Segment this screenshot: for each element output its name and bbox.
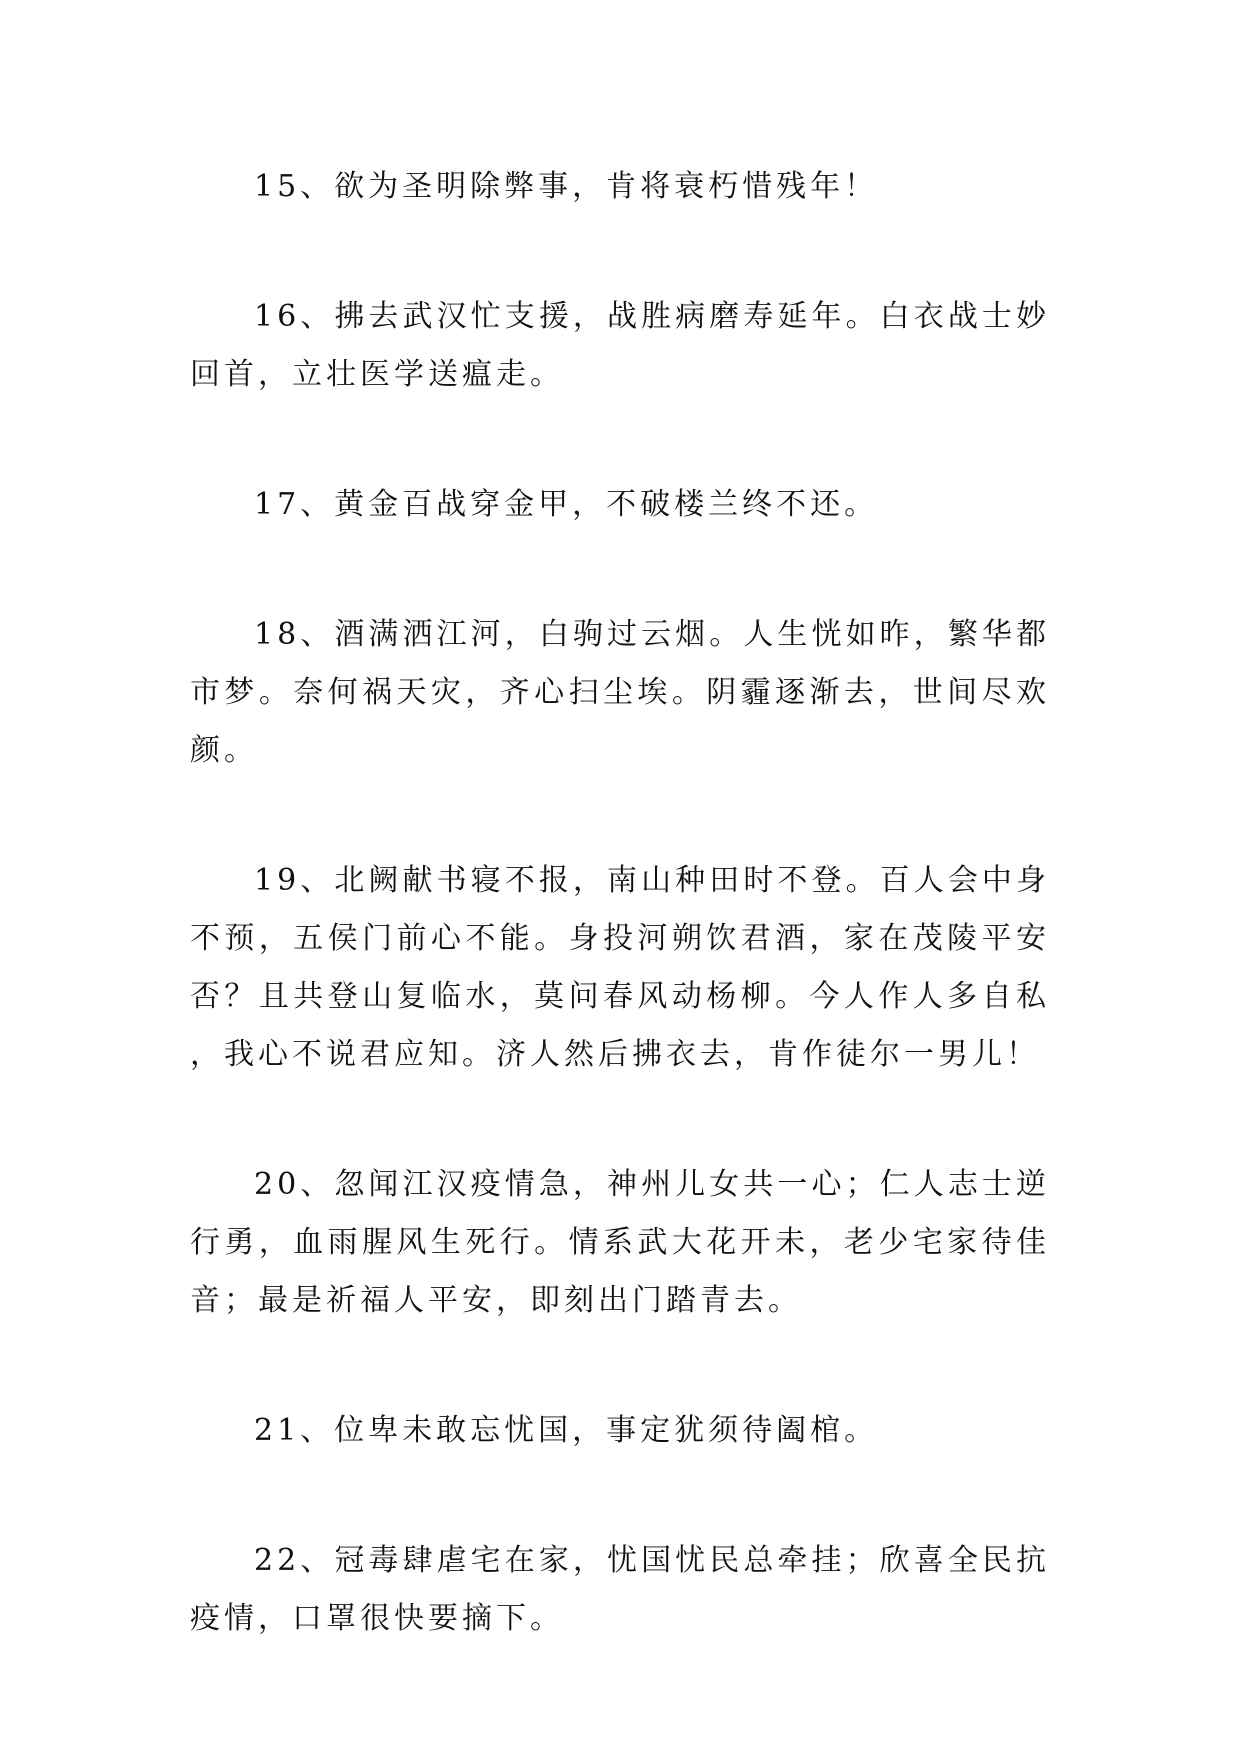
- paragraph-16: 16、拂去武汉忙支援，战胜病磨寿延年。白衣战士妙回首，立壮医学送瘟走。: [190, 299, 1050, 392]
- paragraph-17: 17、黄金百战穿金甲，不破楼兰终不还。: [254, 487, 879, 522]
- paragraph-18: 18、酒满洒江河，白驹过云烟。人生恍如昨，繁华都市梦。奈何祸天灾，齐心扫尘埃。阴霾逐渐去，世间尽欢颜。: [190, 617, 1050, 768]
- paragraph-21: 21、位卑未敢忘忧国，事定犹须待阖棺。: [254, 1413, 879, 1448]
- paragraph-22: 22、冠毒肆虐宅在家，忧国忧民总牵挂；欣喜全民抗疫情，口罩很快要摘下。: [190, 1543, 1050, 1636]
- paragraph-19: 19、北阙献书寝不报，南山种田时不登。百人会中身不预，五侯门前心不能。身投河朔饮君酒，家在茂陵平安否？且共登山复临水，莫问春风动杨柳。今人作人多自私，我心不说君应知。济人然后拂衣去，肯作徒尔一男儿！: [190, 863, 1050, 1072]
- document-body: [190, 158, 1050, 1648]
- paragraph-15: 15、欲为圣明除弊事，肯将衰朽惜残年！: [254, 169, 879, 204]
- paragraph-20: 20、忽闻江汉疫情急，神州儿女共一心；仁人志士逆行勇，血雨腥风生死行。情系武大花开未，老少宅家待佳音；最是祈福人平安，即刻出门踏青去。: [190, 1167, 1050, 1318]
